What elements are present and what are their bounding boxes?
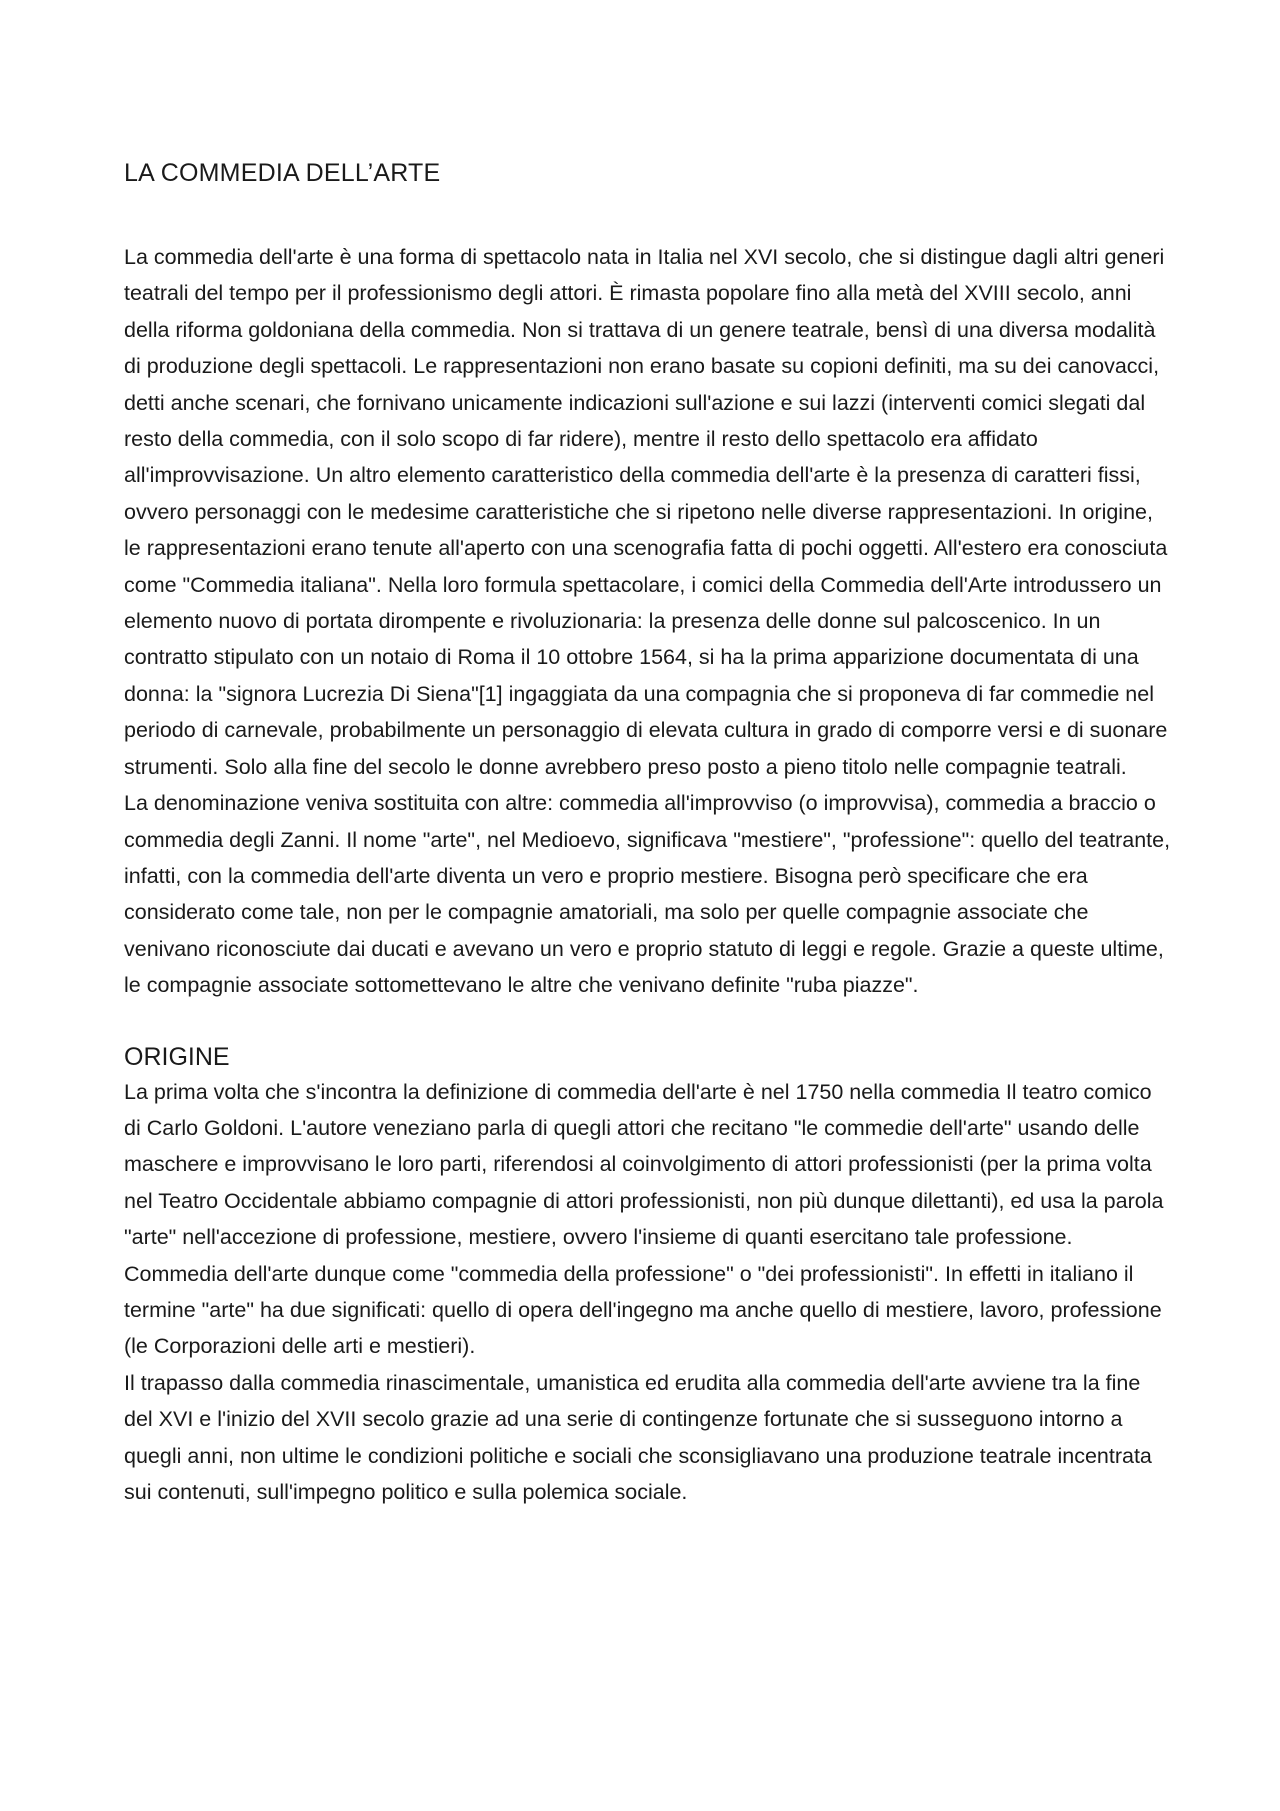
spacer (124, 1004, 1174, 1040)
document-title: LA COMMEDIA DELL’ARTE (124, 159, 441, 187)
origin-paragraph: La prima volta che s'incontra la definizione di commedia dell'arte è nel 1750 nella commedia Il teatro comico di Carlo Goldoni. L'autore veneziano parla di quegli attori che recitano "le commedie dell'arte" usando delle maschere e improvvisano le loro parti, riferendosi al coinvolgimento di attori professionisti (per la prima volta nel Teatro Occidentale abbiamo compagnie di attori professionisti, non più dunque dilettanti), ed usa la parola "arte" nell'accezione di professione, mestiere, ovvero l'insieme di quanti esercitano tale professione. Commedia dell'arte dunque come "commedia della professione" o "dei professionisti". In effetti in italiano il termine "arte" ha due significati: quello di opera dell'ingegno ma anche quello di mestiere, lavoro, professione (le Corporazioni delle arti e mestieri). (124, 1079, 1164, 1359)
document-page (124, 150, 1174, 1510)
intro-paragraph: La denominazione veniva sostituita con altre: commedia all'improvviso (o improvvisa), commedia a braccio o commedia degli Zanni. Il nome "arte", nel Medioevo, significava "mestiere", "professione": quello del teatrante, infatti, con la commedia dell'arte diventa un vero e proprio mestiere. Bisogna però specificare che era considerato come tale, non per le compagnie amatoriali, ma solo per quelle compagnie associate che venivano riconosciute dai ducati e avevano un vero e proprio statuto di leggi e regole. Grazie a queste ultime, le compagnie associate sottomettevano le altre che venivano definite "ruba piazze". (124, 791, 1171, 998)
section-heading-origine: ORIGINE (124, 1042, 230, 1071)
origin-paragraph: Il trapasso dalla commedia rinascimentale, umanistica ed erudita alla commedia dell'arte avviene tra la fine del XVI e l'inizio del XVII secolo grazie ad una serie di contingenze fortunate che si susseguono intorno a quegli anni, non ultime le condizioni politiche e sociali che sconsigliavano una produzione teatrale incentrata sui contenuti, sull'impegno politico e sulla polemica sociale. (124, 1370, 1152, 1504)
spacer (124, 188, 1174, 239)
intro-paragraph: La commedia dell'arte è una forma di spettacolo nata in Italia nel XVI secolo, che si distingue dagli altri generi teatrali del tempo per il professionismo degli attori. È rimasta popolare fino alla metà del XVIII secolo, anni della riforma goldoniana della commedia. Non si trattava di un genere teatrale, bensì di una diversa modalità di produzione degli spettacoli. Le rappresentazioni non erano basate su copioni definiti, ma su dei canovacci, detti anche scenari, che fornivano unicamente indicazioni sull'azione e sui lazzi (interventi comici slegati dal resto della commedia, con il solo scopo di far ridere), mentre il resto dello spettacolo era affidato all'improvvisazione. Un altro elemento caratteristico della commedia dell'arte è la presenza di caratteri fissi, ovvero personaggi con le medesime caratteristiche che si ripetono nelle diverse rappresentazioni. In origine, le rappresentazioni erano tenute all'aperto con una scenografia fatta di pochi oggetti. All'estero era conosciuta come "Commedia italiana". Nella loro formula spettacolare, i comici della Commedia dell'Arte introdussero un elemento nuovo di portata dirompente e rivoluzionaria: la presenza delle donne sul palcoscenico. In un contratto stipulato con un notaio di Roma il 10 ottobre 1564, si ha la prima apparizione documentata di una donna: la "signora Lucrezia Di Siena"[1] ingaggiata da una compagnia che si proponeva di far commedie nel periodo di carnevale, probabilmente un personaggio di elevata cultura in grado di comporre versi e di suonare strumenti. Solo alla fine del secolo le donne avrebbero preso posto a pieno titolo nelle compagnie teatrali. (124, 245, 1168, 779)
